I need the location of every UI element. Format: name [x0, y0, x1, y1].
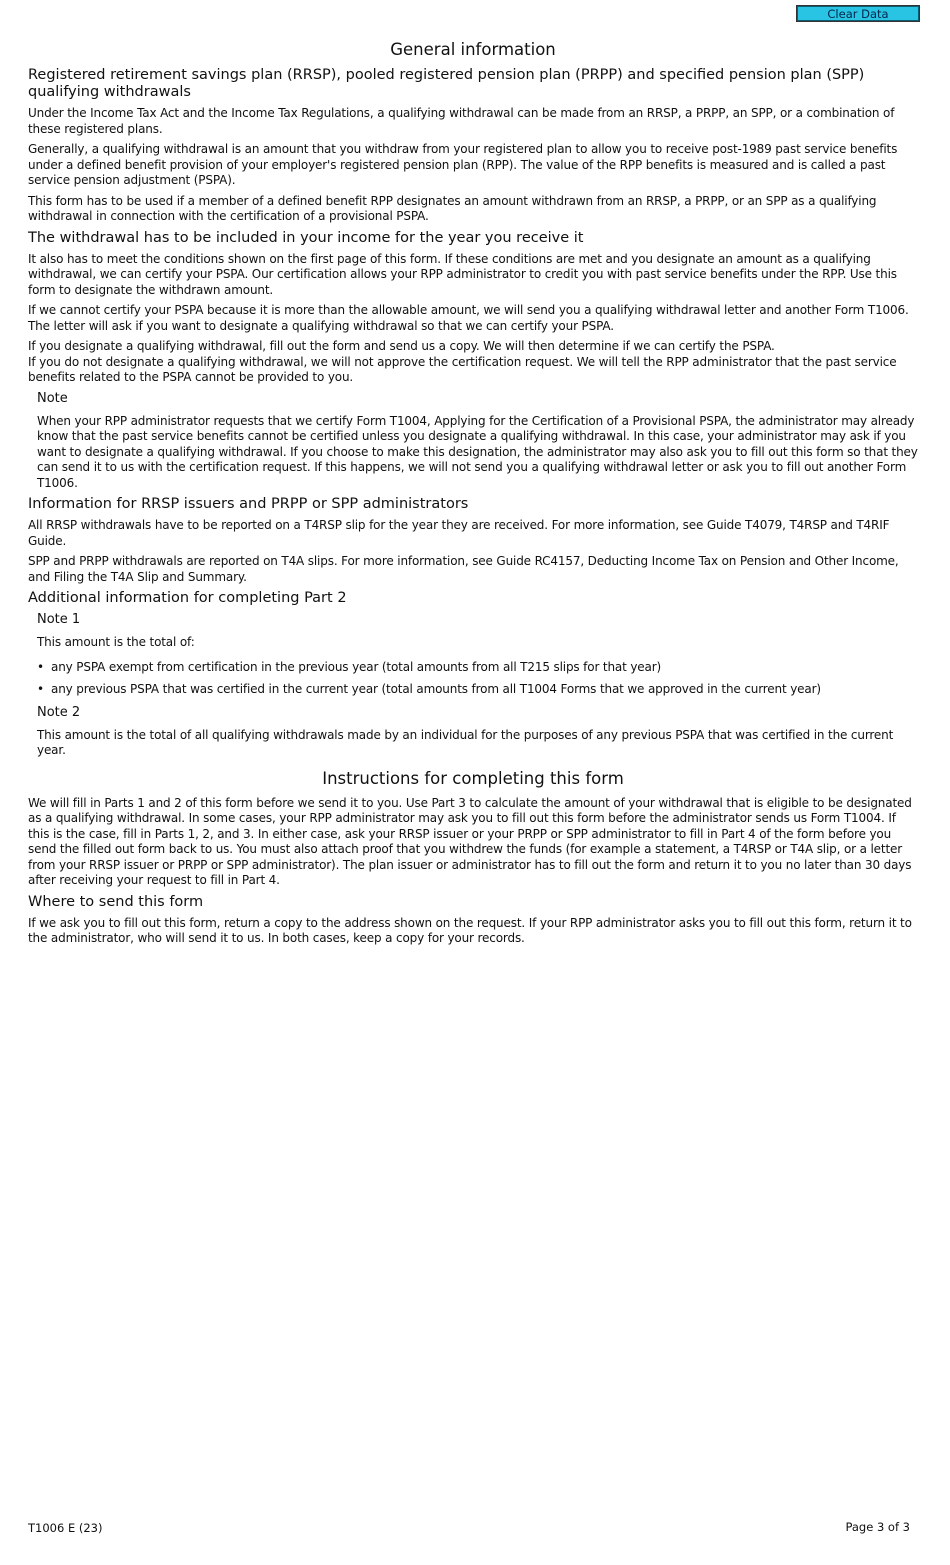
paragraph: If we cannot certify your PSPA because it is more than the allowable amount, we will send you a qualifying withdrawal letter and another Form T1006. The letter will ask if you want to designate a qualifying withdrawal so that we can certify your PSPA.	[28, 303, 909, 333]
list-item-text: any previous PSPA that was certified in the current year (total amounts from all T1004 Forms that we approved in the current year)	[51, 682, 821, 696]
note1-title: Note 1	[37, 612, 81, 627]
section-heading-income: The withdrawal has to be included in your income for the year you receive it	[28, 229, 584, 246]
paragraph: If you designate a qualifying withdrawal, fill out the form and send us a copy. We will then determine if we can certify the PSPA.	[28, 339, 775, 353]
list-item	[37, 660, 918, 676]
section-heading-issuers: Information for RRSP issuers and PRPP or SPP administrators	[28, 496, 469, 512]
note2-text: This amount is the total of all qualifying withdrawals made by an individual for the purposes of any previous PSPA that was certified in the current year.	[37, 727, 894, 757]
page-content	[28, 38, 918, 952]
clear-data-button[interactable]: Clear Data	[796, 5, 920, 22]
note1-text: This amount is the total of:	[37, 635, 195, 649]
section-heading-where: Where to send this form	[28, 893, 204, 910]
note-text: When your RPP administrator requests that we certify Form T1004, Applying for the Certification of a Provisional PSPA, the administrator may already know that the past service benefits cannot be certified unless you designate a qualifying withdrawal. In this case, your administrator may ask if you want to designate a qualifying withdrawal. If you choose to make this designation, the administrator may also ask you to fill out this form so that they can send it to us with the certification request. If this happens, we will not send you a qualifying withdrawal letter or ask you to fill out another Form T1006.	[37, 413, 918, 490]
bullet-icon: •	[37, 682, 44, 696]
paragraph: SPP and PRPP withdrawals are reported on T4A slips. For more information, see Guide RC4157, Deducting Income Tax on Pension and Other Income, and Filing the T4A Slip and Summary.	[28, 554, 899, 584]
paragraph: If we ask you to fill out this form, return a copy to the address shown on the request. If your RPP administrator asks you to fill out this form, return it to the administrator, who will send it to us. In both cases, keep a copy for your records.	[28, 915, 912, 945]
list-item	[37, 682, 918, 698]
paragraph: We will fill in Parts 1 and 2 of this form before we send it to you. Use Part 3 to calculate the amount of your withdrawal that is eligible to be designated as a qualifying withdrawal. In some cases, your RPP administrator may ask you to fill out this form before the administrator sends us Form T1004. If this is the case, fill in Parts 1, 2, and 3. In either case, ask your RRSP issuer or your PRPP or SPP administrator to fill in Part 4 of the form before you send the filled out form back to us. You must also attach proof that you withdrew the funds (for example a statement, a T4RSP or T4A slip, or a letter from your RRSP issuer or PRPP or SPP administrator). The plan issuer or administrator has to fill out the form and return it to you no later than 30 days after receiving your request to fill in Part 4.	[28, 795, 912, 887]
section-heading-qualifying: Registered retirement savings plan (RRSP), pooled registered pension plan (PRPP) and specified pension plan (SPP) qualifying withdrawals	[28, 67, 865, 100]
note-title: Note	[37, 390, 68, 406]
section-heading-part2: Additional information for completing Part 2	[28, 590, 347, 606]
note1-bullet-list	[37, 660, 918, 698]
list-item-text: any PSPA exempt from certification in the previous year (total amounts from all T215 slips for that year)	[51, 659, 662, 674]
note2-title: Note 2	[37, 704, 81, 720]
paragraph: Generally, a qualifying withdrawal is an amount that you withdraw from your registered plan to allow you to receive post-1989 past service benefits under a defined benefit provision of your employer's registered pension plan (RPP). The value of the RPP benefits is measured and is called a past service pension adjustment (PSPA).	[28, 142, 898, 187]
page-title: General information	[390, 40, 556, 59]
paragraph: If you do not designate a qualifying withdrawal, we will not approve the certification request. We will tell the RPP administrator that the past service benefits related to the PSPA cannot be provided to you.	[28, 354, 897, 384]
paragraph: Under the Income Tax Act and the Income Tax Regulations, a qualifying withdrawal can be made from an RRSP, a PRPP, an SPP, or a combination of these registered plans.	[28, 106, 895, 136]
page-number: Page 3 of 3	[845, 1520, 910, 1534]
bullet-icon: •	[37, 659, 44, 674]
paragraph: All RRSP withdrawals have to be reported on a T4RSP slip for the year they are received. For more information, see Guide T4079, T4RSP and T4RIF Guide.	[28, 518, 890, 548]
form-code: T1006 E (23)	[28, 1521, 103, 1535]
paragraph: It also has to meet the conditions shown on the first page of this form. If these conditions are met and you designate an amount as a qualifying withdrawal, we can certify your PSPA. Our certification allows your RPP administrator to credit you with past service benefits under the RPP. Use this form to designate the withdrawn amount.	[28, 251, 897, 297]
paragraph: This form has to be used if a member of a defined benefit RPP designates an amount withdrawn from an RRSP, a PRPP, or an SPP as a qualifying withdrawal in connection with the certification of a provisional PSPA.	[28, 193, 877, 223]
instructions-title: Instructions for completing this form	[322, 768, 624, 788]
